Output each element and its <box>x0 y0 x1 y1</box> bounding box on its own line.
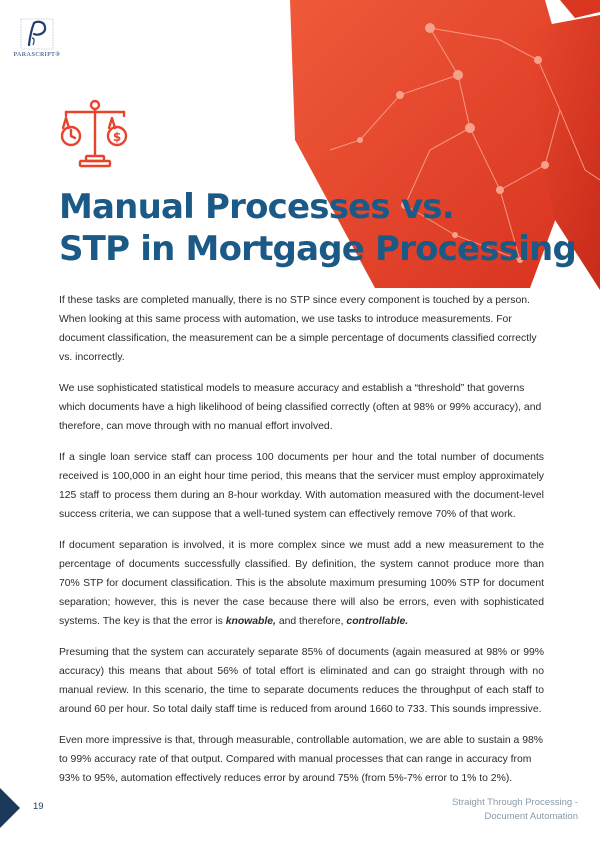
parascript-logo <box>12 18 62 58</box>
footer-line-2: Document Automation <box>484 811 578 822</box>
paragraph-6: Even more impressive is that, through measurable, controllable automation, we are able to sustain a 98% to 99% accuracy rate of that output. Compared with manual processes that can range in accuracy from 93% to 95%, automation effectively reduces error by around 75% (from 5%-7% error to 1% to 2%). <box>59 735 544 784</box>
page-corner-triangle <box>0 788 20 828</box>
page-number: 19 <box>33 801 44 812</box>
paragraph-3: If a single loan service staff can process 100 documents per hour and the total number of documents received is 100,000 in an eight hour time period, this means that the servicer must employ approximately 125 staff to process them during an 8-hour workday. With automation measured with the document-level success criteria, we can suppose that a well-tuned system can effectively remove 70% of that work. <box>59 452 544 520</box>
body-text <box>59 291 544 800</box>
footer-line-1: Straight Through Processing - <box>451 797 578 808</box>
footer-section-title <box>452 796 578 824</box>
paragraph-4-main: If document separation is involved, it is more complex since we must add a new measurement to the percentage of documents successfully classified. By definition, the system cannot produce more than 70% STP for document classification. This is the absolute maximum presuming 100% STP for document separation; however, this is never the case because there will also be errors, even with sophisticated systems. The key is that the error is <box>59 540 544 627</box>
paragraph-4 <box>59 536 544 631</box>
emphasis-knowable: knowable, <box>225 616 276 627</box>
parascript-monogram-icon <box>20 18 54 50</box>
paragraph-2: We use sophisticated statistical models to measure accuracy and establish a “threshold” that governs which documents have a high likelihood of being classified correctly (often at 98% or 99% accuracy), and therefore, can move through with no manual effort involved. <box>59 383 542 432</box>
page-title <box>59 186 576 270</box>
title-line-2: STP in Mortgage Processing <box>59 229 576 269</box>
svg-text:$: $ <box>112 130 122 144</box>
paragraph-1: If these tasks are completed manually, there is no STP since every component is touched by a person. When looking at this same process with automation, we use tasks to introduce measurements. For document classification, the measurement can be a simple percentage of documents classified correctly vs. incorrectly. <box>59 295 537 363</box>
paragraph-5: Presuming that the system can accurately separate 85% of documents (again measured at 98% or 99% accuracy) this means that about 56% of total effort is eliminated and can go straight through with no manual review. In this scenario, the time to separate documents reduces the throughput of each staff to around 60 per hour. So total daily staff time is reduced from around 1660 to 733. This sounds impressive. <box>59 647 544 715</box>
emphasis-controllable: controllable. <box>346 616 409 627</box>
paragraph-4-mid: and therefore, <box>275 616 347 627</box>
logo-wordmark: PARASCRIPT® <box>13 51 61 58</box>
title-line-1: Manual Processes vs. <box>59 187 454 227</box>
balance-scale-icon <box>60 98 130 170</box>
